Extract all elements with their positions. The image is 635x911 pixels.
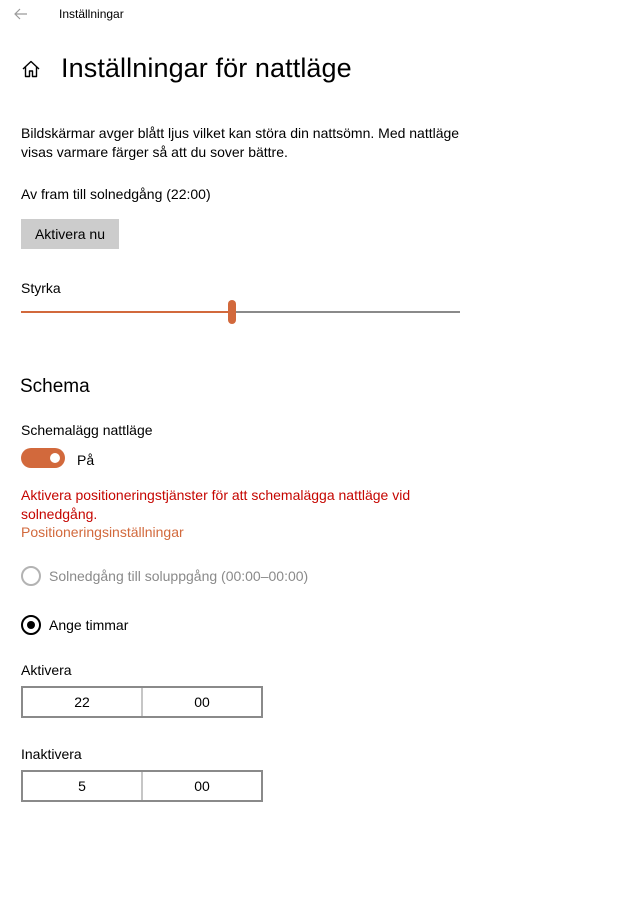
description-text: Bildskärmar avger blått ljus vilket kan störa din nattsömn. Med nattläge visas varmare färger så att du sover bättre.	[21, 125, 460, 160]
radio-selected-dot	[27, 621, 35, 629]
radio-label: Ange timmar	[49, 617, 129, 633]
slider-thumb[interactable]	[228, 300, 236, 324]
turn-off-minute[interactable]: 00	[141, 772, 261, 800]
sunset-to-sunrise-option[interactable]	[21, 566, 308, 586]
title-bar	[0, 0, 635, 28]
radio-circle	[21, 615, 41, 635]
schedule-section-title: Schema	[20, 376, 90, 397]
turn-off-label: Inaktivera	[21, 746, 82, 762]
home-button[interactable]	[20, 58, 42, 80]
home-icon	[20, 58, 42, 80]
schedule-toggle-label: Schemalägg nattläge	[21, 422, 153, 438]
turn-on-label: Aktivera	[21, 662, 72, 678]
location-warning: Aktivera positioneringstjänster för att schemalägga nattläge vid solnedgång.	[21, 487, 411, 522]
arrow-left-icon	[10, 4, 32, 24]
radio-label: Solnedgång till soluppgång (00:00–00:00)	[49, 568, 309, 584]
turn-on-minute[interactable]: 00	[141, 688, 261, 716]
strength-label: Styrka	[21, 280, 61, 296]
schedule-toggle[interactable]	[21, 448, 65, 468]
page-title: Inställningar för nattläge	[61, 53, 352, 83]
strength-slider[interactable]	[21, 298, 460, 326]
turn-off-hour[interactable]: 5	[78, 778, 86, 794]
night-light-status: Av fram till solnedgång (22:00)	[21, 186, 211, 202]
set-hours-option[interactable]	[21, 615, 128, 635]
toggle-state-text: På	[77, 452, 95, 468]
activate-now-button[interactable]: Aktivera nu	[21, 219, 119, 249]
turn-on-hour[interactable]: 22	[74, 694, 90, 710]
toggle-knob	[50, 453, 60, 463]
back-button[interactable]	[10, 4, 32, 24]
turn-on-time-picker[interactable]	[21, 686, 263, 718]
app-title: Inställningar	[59, 7, 124, 21]
radio-circle	[21, 566, 41, 586]
slider-fill	[21, 311, 232, 313]
turn-off-time-picker[interactable]	[21, 770, 263, 802]
location-settings-link[interactable]: Positioneringsinställningar	[21, 524, 184, 540]
